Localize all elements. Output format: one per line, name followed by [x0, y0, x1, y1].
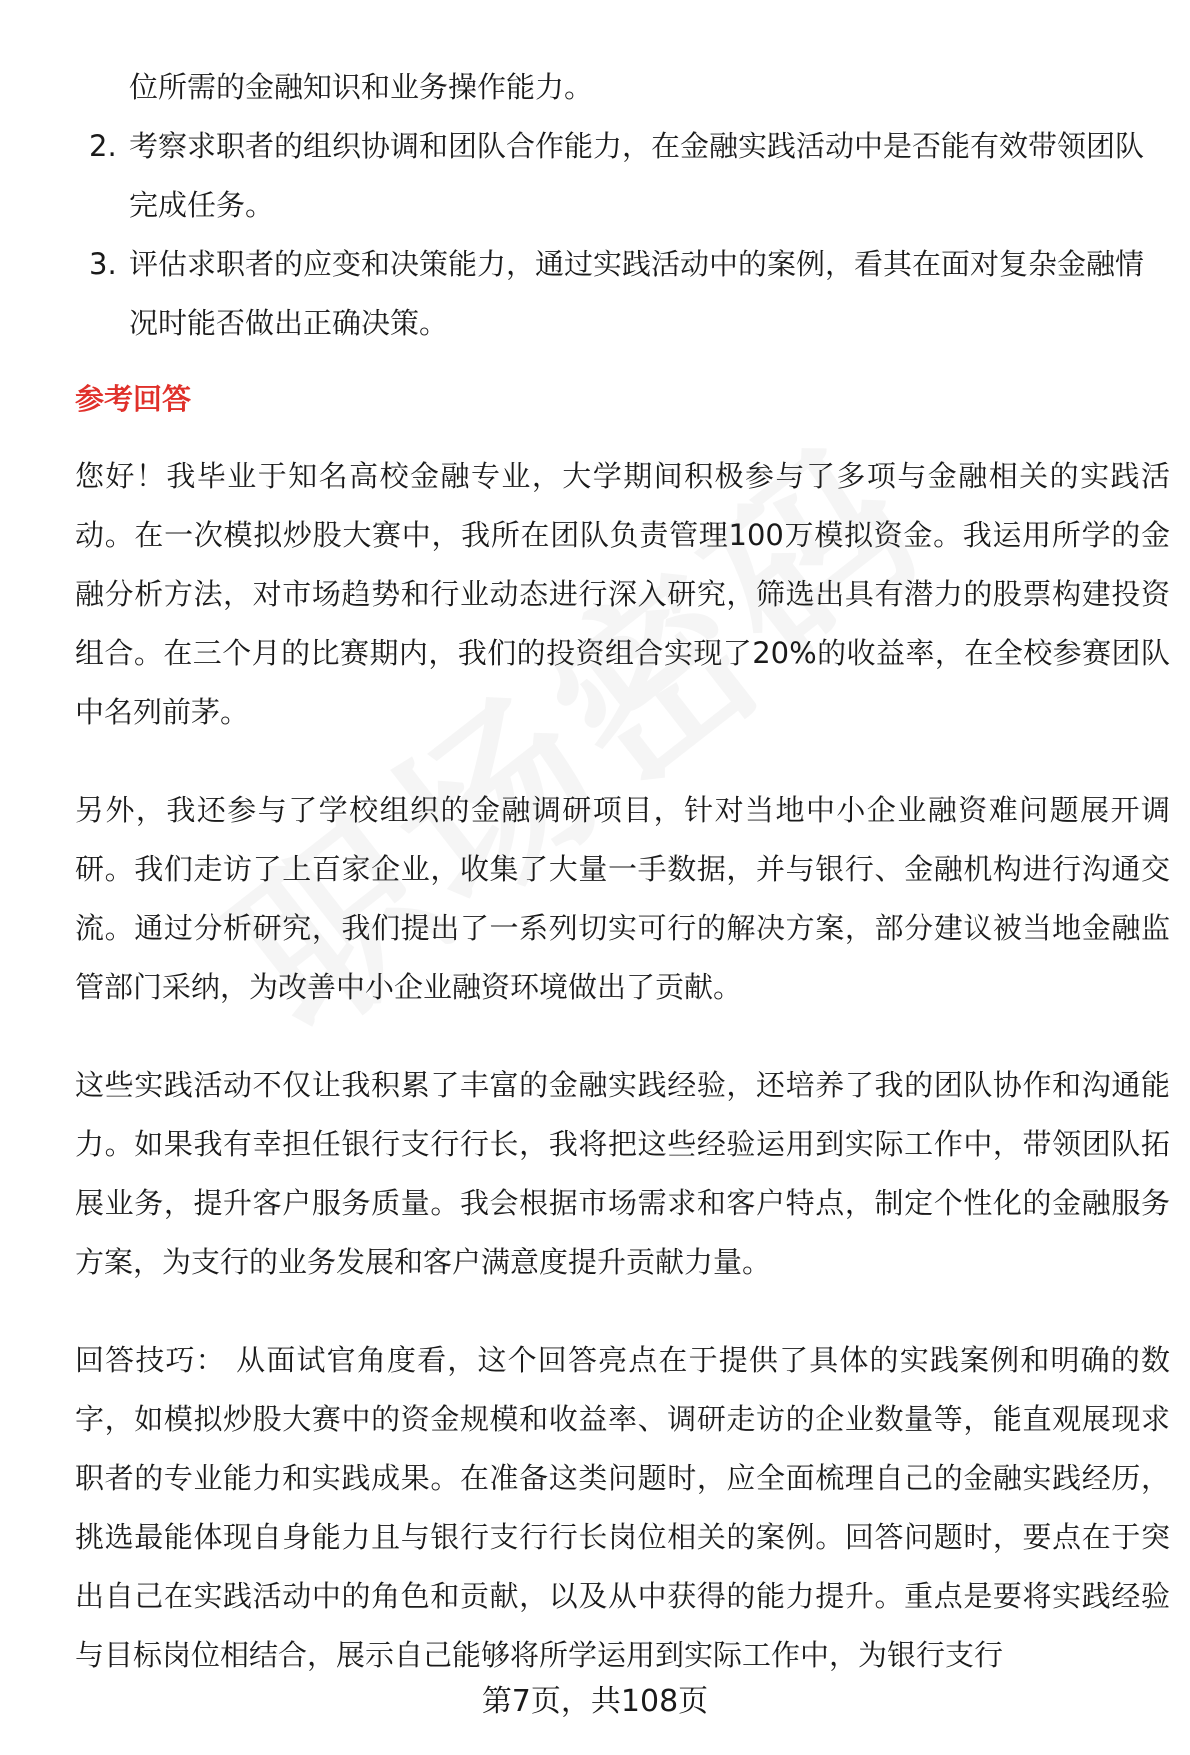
answer-paragraph-1: 您好！我毕业于知名高校金融专业，大学期间积极参与了多项与金融相关的实践活动。在一次模拟炒股大赛中，我所在团队负责管理100万模拟资金。我运用所学的金融分析方法，对市场趋势和行业动态进行深入研究，筛选出具有潜力的股票构建投资组合。在三个月的比赛期内，我们的投资组合实现了20%的收益率，在全校参赛团队中名列前茅。	[75, 459, 1170, 729]
answer-paragraph-2: 另外，我还参与了学校组织的金融调研项目，针对当地中小企业融资难问题展开调研。我们走访了上百家企业，收集了大量一手数据，并与银行、金融机构进行沟通交流。通过分析研究，我们提出了一系列切实可行的解决方案，部分建议被当地金融监管部门采纳，为改善中小企业融资环境做出了贡献。	[75, 793, 1170, 1004]
document-body	[75, 58, 1170, 1685]
list-number: 3.	[89, 247, 117, 281]
answer-paragraph-3: 这些实践活动不仅让我积累了丰富的金融实践经验，还培养了我的团队协作和沟通能力。如果我有幸担任银行支行行长，我将把这些经验运用到实际工作中，带领团队拓展业务，提升客户服务质量。我会根据市场需求和客户特点，制定个性化的金融服务方案，为支行的业务发展和客户满意度提升贡献力量。	[75, 1068, 1170, 1279]
answer-tips-paragraph: 回答技巧： 从面试官角度看，这个回答亮点在于提供了具体的实践案例和明确的数字，如模拟炒股大赛中的资金规模和收益率、调研走访的企业数量等，能直观展现求职者的专业能力和实践成果。在准备这类问题时，应全面梳理自己的金融实践经历，挑选最能体现自身能力且与银行支行行长岗位相关的案例。回答问题时，要点在于突出自己在实践活动中的角色和贡献，以及从中获得的能力提升。重点是要将实践经验与目标岗位相结合，展示自己能够将所学运用到实际工作中，为银行支行	[75, 1343, 1170, 1672]
list-item	[75, 117, 1170, 235]
list-text: 评估求职者的应变和决策能力，通过实践活动中的案例，看其在面对复杂金融情况时能否做出正确决策。	[129, 247, 1145, 340]
list-item	[75, 235, 1170, 353]
intro-continuation: 位所需的金融知识和业务操作能力。	[129, 70, 594, 104]
section-title: 参考回答	[75, 382, 192, 416]
page-number: 第7页，共108页	[481, 1684, 709, 1719]
list-number: 2.	[89, 129, 117, 163]
list-text: 考察求职者的组织协调和团队合作能力，在金融实践活动中是否能有效带领团队完成任务。	[129, 129, 1145, 222]
